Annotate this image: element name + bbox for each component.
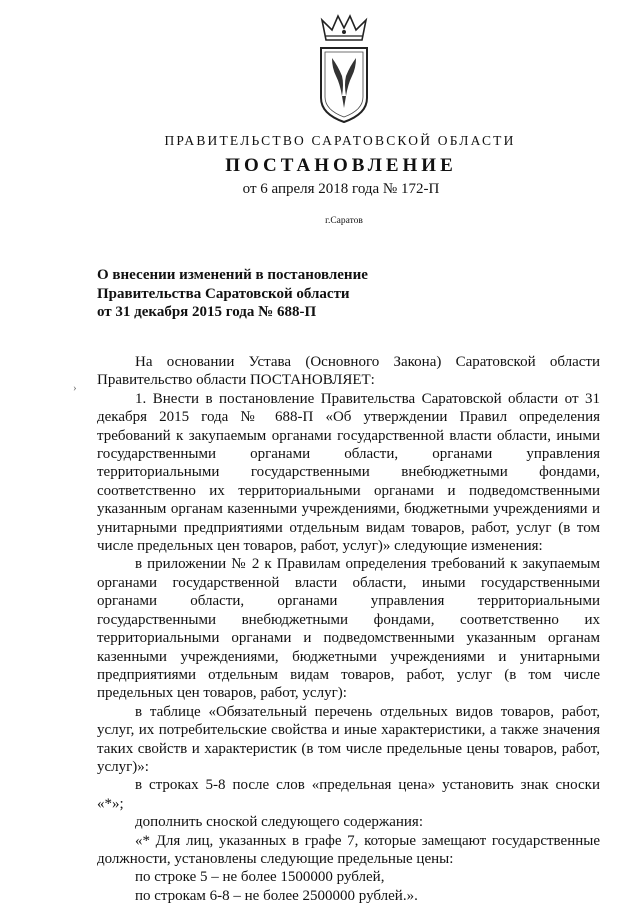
document-type: ПОСТАНОВЛЕНИЕ xyxy=(225,155,457,176)
body-paragraph: в строках 5-8 после слов «предельная цена» установить знак сноски «*»; xyxy=(97,777,600,812)
body-paragraph: 1. Внести в постановление Правительства Саратовской области от 31 декабря 2015 года № 688-П «Об утверждении Правил определения требований к закупаемым органами государственной власти области, иными государственными органами области, органами управления территориальными государственными внебюджетными фондами, соответственно их территориальными органами и подведомственными указанным органам казенными учреждениями, бюджетными учреждениями и унитарными предприятиями отдельным видам товаров, работ, услуг (в том числе предельных цен товаров, работ, услуг)» следующие изменения: xyxy=(97,390,600,555)
document-body xyxy=(97,353,600,905)
subject-line: О внесении изменений в постановление xyxy=(97,267,368,283)
subject-line: от 31 декабря 2015 года № 688-П xyxy=(97,304,317,320)
body-paragraph: в приложении № 2 к Правилам определения требований к закупаемым органами государственной власти области, иными государственными органами области, органами управления территориальными государственными внебюджетными фондами, соответственно их территориальными органами и подведомственными указанным органам казенными учреждениями, бюджетными учреждениями и унитарными предприятиями отдельным видам товаров, работ, услуг (в том числе предельных цен товаров, работ, услуг): xyxy=(97,556,600,702)
document-subject xyxy=(97,266,417,322)
body-paragraph: «* Для лиц, указанных в графе 7, которые замещают государственные должности, установлены следующие предельные цены: xyxy=(97,832,600,867)
document-date-number: от 6 апреля 2018 года № 172-П xyxy=(242,181,440,197)
body-paragraph: дополнить сноской следующего содержания: xyxy=(135,814,424,831)
body-paragraph: в таблице «Обязательный перечень отдельных видов товаров, работ, услуг, их потребительские свойства и иные характеристики, а также значения таких свойств и характеристик (в том числе предельные цены товаров, работ, услуг)»: xyxy=(97,703,600,775)
body-paragraph: по строкам 6-8 – не более 2500000 рублей.». xyxy=(135,887,418,904)
subject-line: Правительства Саратовской области xyxy=(97,285,350,302)
body-paragraph: На основании Устава (Основного Закона) Саратовской области Правительство области ПОСТАНОВЛЯЕТ: xyxy=(97,354,600,389)
margin-mark: › xyxy=(73,382,77,394)
coat-of-arms-icon xyxy=(318,14,370,126)
document-city: г.Саратов xyxy=(325,216,363,226)
body-paragraph: по строке 5 – не более 1500000 рублей, xyxy=(135,869,385,886)
government-name: ПРАВИТЕЛЬСТВО САРАТОВСКОЙ ОБЛАСТИ xyxy=(164,133,516,148)
